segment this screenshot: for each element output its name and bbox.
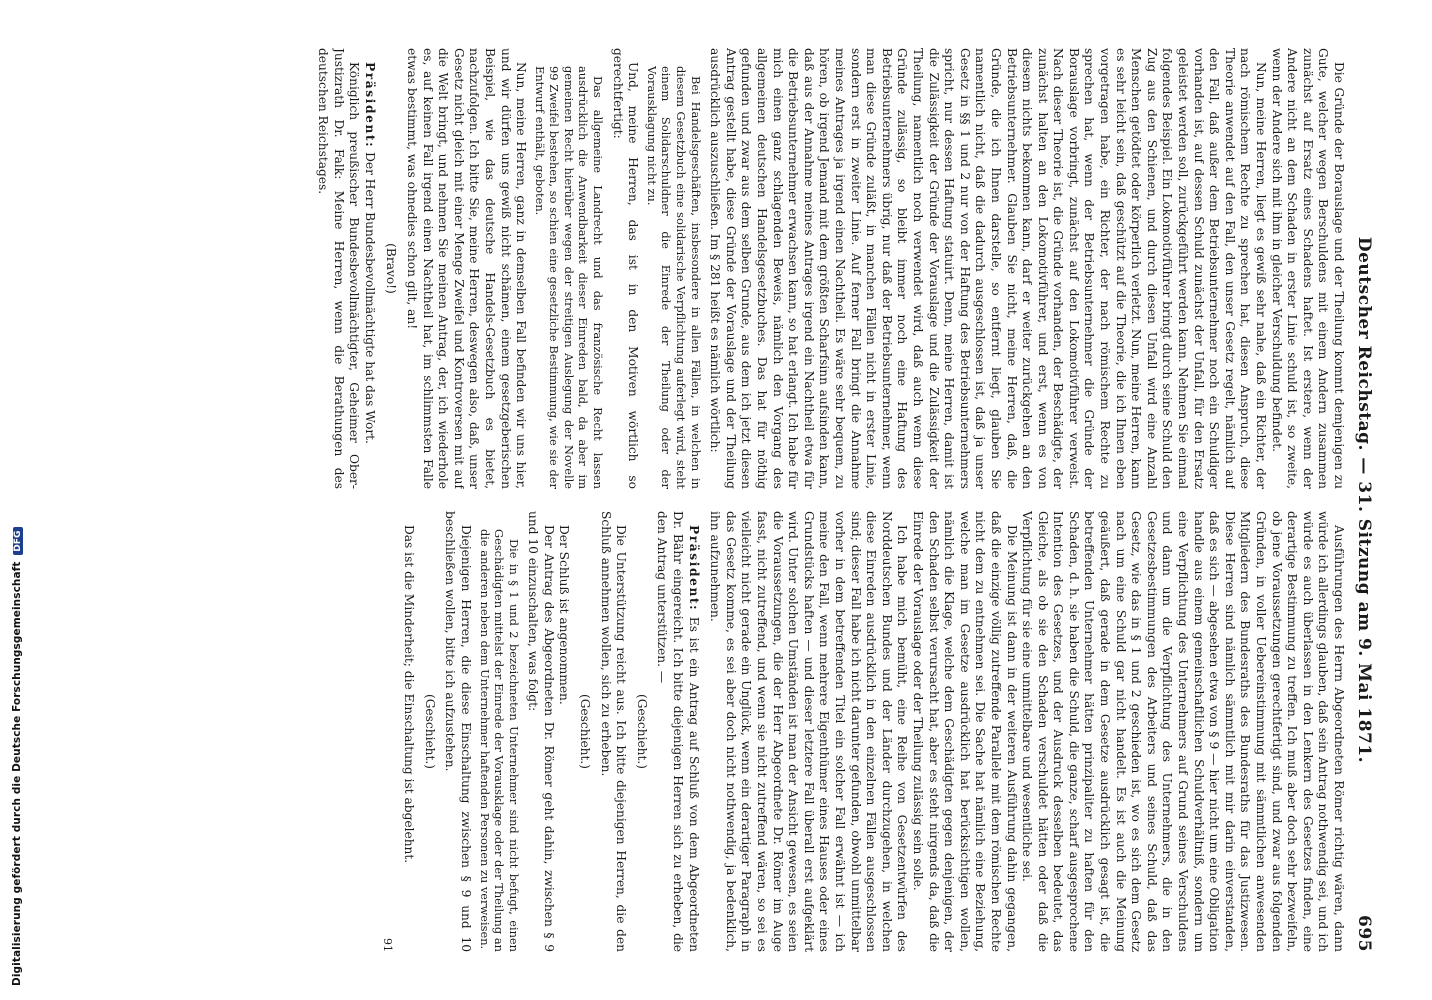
credit-text: Digitalisierung gefördert durch die Deutsche Forschungsgemeinschaft: [11, 561, 23, 986]
quoted-passage: Das allgemeine Landrecht und das französische Recht lassen ausdrücklich die Anwendbarkeit dieser Einreden bald, da aber im gemeinen Recht hierüber wegen der streitigen Auslegung der Novelle 99 Zweifel bestehen, so schien eine gesetzliche Bestimmung, wie sie der Entwurf enthält, geboten.: [532, 66, 606, 489]
speaker-name: Präsident:: [686, 525, 701, 612]
body-paragraph: Die Unterstützung reicht aus. Ich bitte diejenigen Herren, die den Schluß annehmen wollen, sich zu erheben.: [598, 511, 629, 952]
quoted-passage: Bei Handelsgeschäften, insbesondere in allen Fällen, in welchen in diesem Gesetzbuch eine solidarische Verpflichtung auferlegt wird, steht einem Solidarschuldner die Einrede der Theilung oder der Vorausklagung nicht zu.: [644, 66, 703, 489]
dfg-logo: DFG: [13, 527, 23, 554]
left-column: [86, 48, 1346, 489]
stage-direction: (Bravo!): [384, 243, 399, 294]
credit-line: [11, 527, 23, 986]
body-paragraph: Das ist die Minderheit; die Einschaltung ist abgelehnt.: [402, 525, 417, 864]
body-paragraph: Nun, meine Herren, ganz in demselben Fall befinden wir uns hier, und wir dürfen uns gewiß nicht schämen, einem gesetzgeberischen Beispiel, wie das deutsche Handels-Gesetzbuch es bietet, nachzufolgen. Ich bitte Sie, meine Herren, deswegen also, daß, unser Gesetz nicht gleich mit einer Menge Zweifel und Kontroversen mit auf die Welt bringt, und nehmen Sie meinen Antrag, der, ich wiederhole es, auf keinen Fall irgend einen Nachtheil hat, im schlimmsten Falle etwas bestimmt, was ohnedies schon gilt, an!: [404, 48, 529, 489]
body-paragraph: Die Gründe der Borauslage und der Theilung kommt demjenigen zu Gute, welcher wegen Berschuldens mit einem Andern zusammen zunächst auf Ersatz eines Schadens haftet. Ist erstere, wenn der Andere nicht an dem Schaden in erster Linie schuld ist, so zweite, wenn der Andere sich mit ihm in gleicher Verschuldung befindet.: [1269, 48, 1346, 489]
page-title: Deutscher Reichstag. — 31. Sitzung am 9. Mai 1871.: [1354, 236, 1374, 764]
speaker-paragraph: [654, 511, 701, 952]
speaker-paragraph: [361, 48, 377, 489]
quoted-passage: Die in § 1 und 2 bezeichneten Unternehmer sind nicht befugt, einen Geschädigten mittelst der Einrede der Vorausklage oder der Theilung an die anderen neben dem Unternehmer haftenden Personen zu verweisen.: [477, 529, 521, 952]
body-paragraph: Und, meine Herren, das ist in den Motiven wörtlich so gerechtfertigt:: [610, 48, 641, 489]
running-head: [1346, 48, 1374, 952]
speaker-text: Der Herr Bundesbevollmächtigte hat das Wort.: [362, 148, 377, 444]
digitization-credit: [0, 0, 22, 1000]
body-paragraph: Nun, meine Herren, liegt es gewiß sehr nahe, daß ein Richter, der nach römischem Rechte zu sprechen hat, diesen Anspruch, diese Theorie anwendet auf den Fall, den unser Gesetz regelt, nämlich auf den Fall, daß außer dem Betriebsunternehmer noch ein Schuldiger vorhanden ist, auf dessen Schuld zunächst der Unfall, für den Ersatz geleistet werden soll, zurückgeführt werden kann. Nehmen Sie einmal folgendes Beispiel. Ein Lokomotivführer bringt durch seine Schuld den Zug aus den Schienen, und durch diesen Unfall wird eine Anzahl Menschen getödtet oder körperlich verletzt. Nun, meine Herren, kann es sehr leicht sein, daß geschützt auf die Theorie, die ich Ihnen eben vorgetragen habe, ein Richter, der nach römischem Rechte zu sprechen hat, wenn der Betriebsunternehmer die Gründe der Borauslage vorbringt, zunächst auf den Lokomotivführer verweist. Nach dieser Theorie ist, die Gründe vorhanden, der Beschädigte, der zunächst halten an den Lokomotivführer, und erst, wenn es von diesem nichts bekommen kann, darf er weiter zurückgehen an den Betriebsunternehmer. Glauben Sie nicht, meine Herren, daß, die Gründe, die ich Ihnen darstelle, so entfernt liegt, glauben Sie namentlich nicht, daß die dadurch ausgeschlossen ist, daß ja unser Gesetz in §§ 1 und 2 nur von der Haftung des Betriebsunternehmers spricht, nur dessen Haftung statuirt. Denn, meine Herren, damit ist die Zulässigkeit der Gründe der Vorauslage und die Zulässigkeit der Theilung, namentlich noch verwendet wird, daß auch wenn diese Gründe zulässig, so bleibt immer noch eine Haftung des Betriebsunternehmers übrig, nur daß der Betriebsunternehmer, wenn man diese Gründe zuläßt, in manchen Fällen nicht in erster Linie, sondern erst in zweiter Linie. Auf ferner Fall bringt die Annahme meines Antrages ja irgend einen Nachtheil. Es wäre sehr bequem, zu hören, ob irgend Jemand mit dem größten Scharfsinn aufsinden kann, daß aus der Annahme meines Antrages irgend ein Nachtheil etwa für die Betriebsunternehmer erwachsen kann, so hat erlangt. Ich habe für mich einen ganz schlagenden Beweis, nämlich den Vorgang des allgemeinen deutschen Handelsgesetzbuches. Das hat für nöthig gefunden und zwar aus dem selben Grunde, aus dem ich jetzt diesen Antrag gestellt habe, diese Gründe der Vorauslage und der Theilung ausdrücklich auszuschließen. Im § 281 heißt es nämlich wörtlich:: [708, 48, 1269, 489]
right-column: [86, 511, 1346, 952]
body-paragraph: Ich habe mich bemüht, eine Reihe von Gesetzentwürfen des Norddeutschen Bundes und der Länder durchzugehen, in welchen diese Einreden ausdrücklich in den einzelnen Fällen ausgeschlossen sind; dieser Fall habe ich nicht darunter gefunden, obwohl unmittelbar vorher in dem betreffenden Titel ein solcher Fall erwähnt ist — ich meine den Fall, wenn mehrere Eigenthümer eines Hauses oder eines Grundstücks haften — und dieser letztere Fall überall erst aufgeklärt wird. Unter solchen Umständen ist man der Ansicht gewesen, es seien die Voraussetzungen, die der Herr Abgeordnete Dr. Römer im Auge fasst, nicht zutreffend, und wenn sie nicht zutreffend wären, so sei es vielleicht nicht gerade ein Unglück, wenn ein derartiger Paragraph in das Gesetz komme, es sei aber doch nicht nothwendig, ja bedenklich, ihn aufzunehmen.: [708, 511, 910, 952]
stage-direction: (Geschieht.): [634, 693, 649, 770]
signature-mark: 91: [380, 938, 394, 952]
body-paragraph: Der Antrag des Abgeordneten Dr. Römer geht dahin, zwischen § 9 und 10 einzuschalten, was folgt:: [526, 511, 556, 952]
stage-direction: (Geschieht.): [422, 693, 437, 770]
body-paragraph: Diejenigen Herren, die diese Einschaltung zwischen § 9 und 10 beschließen wollen, bitte ich aufzustehen.: [443, 511, 473, 952]
body-paragraph: Ausführungen des Herrn Abgeordneten Römer richtig wären, dann würde ich allerdings glauben, daß sein Antrag nothwendig sei, und ich würde es auch überlassen in den Lenkern des Gesetzes finden, eine derartige Bestimmung zu treffen. Ich muß aber doch sehr bezweifeln, ob jene Voraussetzungen gerechtfertigt sind, und zwar aus folgenden Gründen, in voller Uebereinstimmung mit sämmtlichen anwesenden Mitgliedern des Bundesraths des Bundesraths für das Justizwesen. Diese Herren sind nämlich sämmtlich mit mir darin einverstanden, daß es sich — abgesehen etwa von § 9 — hier nicht um eine Obligation handle aus einem gemeinschaftlichen Schuldverhältniß, sondern um eine Verpflichtung des Unternehmers auf Grund seines Verschuldens und dann um die Verpflichtung des Unternehmers, die in den Gesetzesbestimmungen des Arbeiters und seines Schuld, daß das Gesetz, wie das in § 1 und 2 geschieden ist, wo es sich dem Gesetz nach um eine Schuld gar nicht handelt. Es ist auch die Meinung geäußert, daß gerade in dem Gesetze ausdrücklich gesagt ist, die betreffenden Unternehmer hätten prinzipaliter zu haften für den Schaden, d. h. sie haben die Schuld, die ganze, scharf ausgesprochene Intention des Gesetzes, und der Ausdruck desselben bedeutet, das Gleiche, als ob sie den Schaden verschuldet hätten oder daß die Verpflichtung für sie eine unmittelbare und wesentliche sei.: [1020, 511, 1346, 952]
body-paragraph: Königlich preußischer Bundesbevollmächtigter, Geheimer Ober-Justizrath Dr. Falk: Meine Herren, wenn die Berathungen des deutschen Reichstages.: [316, 48, 362, 489]
speaker-text: Es ist ein Antrag auf Schluß von dem Abgeordneten Dr. Bähr eingereicht. Ich bitte diejenigen Herren sich zu erheben, die den Antrag unterstützen. —: [655, 511, 701, 952]
text-columns: [86, 48, 1346, 952]
speaker-name: Präsident:: [362, 62, 377, 149]
page-number: 695: [1354, 915, 1374, 952]
body-paragraph: Der Schluß ist angenommen.: [557, 525, 572, 705]
rotated-document-page: [36, 20, 1396, 980]
stage-direction: (Geschieht.): [578, 693, 593, 770]
body-paragraph: Die Meinung ist dann in der weiteren Ausführung dahin gegangen, daß die einzige völlig zutreffende Parallele mit dem römischen Rechte nicht dem zu entnehmen sei. Die Sache hat nämlich eine Beziehung, welche man im Gesetze ausdrücklich hat berücksichtigen wollen, nämlich die Klage, welche dem Geschädigten gegen denjenigen, der den Schaden selbst verursacht hat, aber es steht nirgends da, daß die Einrede der Vorauslage oder der Theilung zulässig sein solle.: [910, 511, 1019, 952]
